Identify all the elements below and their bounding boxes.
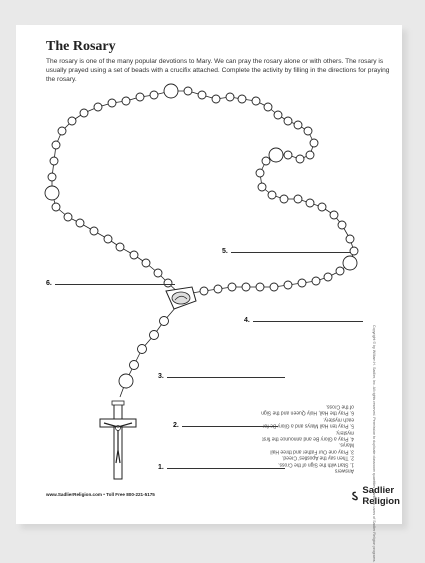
rosary-bead bbox=[50, 157, 58, 165]
rosary-bead bbox=[200, 287, 208, 295]
rosary-bead bbox=[122, 97, 130, 105]
blank-number: 4. bbox=[244, 317, 250, 324]
rosary-bead bbox=[58, 127, 66, 135]
rosary-bead bbox=[350, 247, 358, 255]
rosary-bead bbox=[80, 109, 88, 117]
rosary-bead bbox=[138, 345, 147, 354]
rosary-bead bbox=[45, 186, 59, 200]
rosary-bead bbox=[256, 169, 264, 177]
rosary-bead bbox=[284, 151, 292, 159]
answer-key-upside-down bbox=[256, 403, 354, 473]
rosary-bead bbox=[284, 117, 292, 125]
rosary-bead bbox=[256, 283, 264, 291]
rosary-bead bbox=[264, 103, 272, 111]
rosary-bead bbox=[119, 374, 133, 388]
rosary-bead bbox=[228, 283, 236, 291]
rosary-bead bbox=[330, 211, 338, 219]
blank-number: 1. bbox=[158, 464, 164, 471]
rosary-bead bbox=[212, 95, 220, 103]
rosary-bead bbox=[324, 273, 332, 281]
rosary-bead bbox=[318, 203, 326, 211]
sadlier-logo bbox=[351, 485, 405, 507]
rosary-bead bbox=[94, 103, 102, 111]
blank-number: 3. bbox=[158, 373, 164, 380]
rosary-bead bbox=[258, 183, 266, 191]
answer-line[interactable] bbox=[253, 315, 363, 322]
rosary-bead bbox=[214, 285, 222, 293]
rosary-bead bbox=[130, 251, 138, 259]
answer-item: 4. Pray a Glory Be and announce the first mystery. bbox=[262, 429, 354, 442]
crucifix-icon bbox=[100, 401, 136, 479]
answer-item: 6. Pray the Hail, Holy Queen and the Sign of the Cross. bbox=[261, 403, 354, 416]
rosary-bead bbox=[90, 227, 98, 235]
rosary-bead bbox=[343, 256, 357, 270]
rosary-bead bbox=[238, 95, 246, 103]
rosary-bead bbox=[252, 97, 260, 105]
rosary-bead bbox=[294, 121, 302, 129]
blank-6[interactable] bbox=[46, 278, 175, 287]
rosary-bead bbox=[280, 195, 288, 203]
answer-key-heading: Answers bbox=[334, 467, 354, 474]
answer-item: 2. Then say the Apostles' Creed. bbox=[281, 454, 354, 461]
rosary-bead bbox=[142, 259, 150, 267]
rosary-bead bbox=[52, 141, 60, 149]
rosary-bead bbox=[76, 219, 84, 227]
worksheet-intro: The rosary is one of the many popular devotions to Mary. We can pray the rosary alone or with others. The rosary is usually prayed using a set of beads with a crucifix attached. Complete the activity by filling in the directions for praying the rosary. bbox=[46, 58, 390, 83]
rosary-bead bbox=[104, 235, 112, 243]
rosary-bead bbox=[284, 281, 292, 289]
rosary-bead bbox=[346, 235, 354, 243]
rosary-bead bbox=[306, 151, 314, 159]
blank-3[interactable] bbox=[158, 371, 285, 380]
rosary-bead bbox=[198, 91, 206, 99]
rosary-bead bbox=[52, 203, 60, 211]
sadlier-logo-mark-icon bbox=[351, 489, 359, 503]
rosary-bead bbox=[226, 93, 234, 101]
rosary-bead bbox=[184, 87, 192, 95]
rosary-bead bbox=[116, 243, 124, 251]
rosary-bead bbox=[150, 91, 158, 99]
copyright-notice: Copyright © by William H. Sadlier, Inc. All rights reserved. Permission to duplicate classroom quantities granted to users of Sadlier Religion programs. bbox=[372, 325, 376, 563]
worksheet-page bbox=[16, 25, 402, 563]
rosary-bead bbox=[136, 93, 144, 101]
rosary-bead bbox=[154, 269, 162, 277]
rosary-bead bbox=[269, 148, 283, 162]
rosary-bead bbox=[268, 191, 276, 199]
footer-website[interactable]: www.SadlierReligion.com bbox=[46, 492, 102, 497]
rosary-bead bbox=[310, 139, 318, 147]
rosary-bead bbox=[48, 173, 56, 181]
sadlier-brand-name: Sadlier Religion bbox=[362, 485, 400, 507]
worksheet-title: The Rosary bbox=[46, 39, 116, 54]
centerpiece-medal bbox=[166, 287, 196, 309]
rosary-bead bbox=[296, 155, 304, 163]
blank-number: 5. bbox=[222, 248, 228, 255]
footer-separator: • bbox=[103, 492, 107, 497]
answer-item: 1. Start with the Sign of the Cross. bbox=[278, 461, 354, 468]
rosary-bead bbox=[312, 277, 320, 285]
answer-line[interactable] bbox=[55, 278, 175, 285]
footer-contact bbox=[46, 492, 155, 497]
rosary-bead bbox=[68, 117, 76, 125]
rosary-bead bbox=[306, 199, 314, 207]
blank-4[interactable] bbox=[244, 315, 363, 324]
blank-5[interactable] bbox=[222, 246, 351, 255]
rosary-bead bbox=[304, 127, 312, 135]
rosary-bead bbox=[338, 221, 346, 229]
rosary-bead bbox=[294, 195, 302, 203]
answer-line[interactable] bbox=[231, 246, 351, 253]
rosary-bead bbox=[164, 84, 178, 98]
rosary-bead bbox=[336, 267, 344, 275]
blank-number: 6. bbox=[46, 280, 52, 287]
rosary-bead bbox=[274, 111, 282, 119]
answer-line[interactable] bbox=[167, 371, 285, 378]
rosary-bead bbox=[160, 317, 169, 326]
answer-item: 5. Pray ten Hail Marys and a Glory Be for each mystery. bbox=[262, 416, 354, 429]
rosary-bead bbox=[150, 331, 159, 340]
rosary-bead bbox=[242, 283, 250, 291]
answer-item: 3. Pray one Our Father and three Hail Marys. bbox=[270, 441, 354, 455]
rosary-bead bbox=[64, 213, 72, 221]
blank-number: 2. bbox=[173, 422, 179, 429]
rosary-bead bbox=[108, 99, 116, 107]
rosary-bead bbox=[270, 283, 278, 291]
footer-phone: Toll Free 800-221-5175 bbox=[106, 492, 155, 497]
rosary-bead bbox=[298, 279, 306, 287]
rosary-bead bbox=[262, 157, 270, 165]
rosary-bead bbox=[130, 361, 139, 370]
